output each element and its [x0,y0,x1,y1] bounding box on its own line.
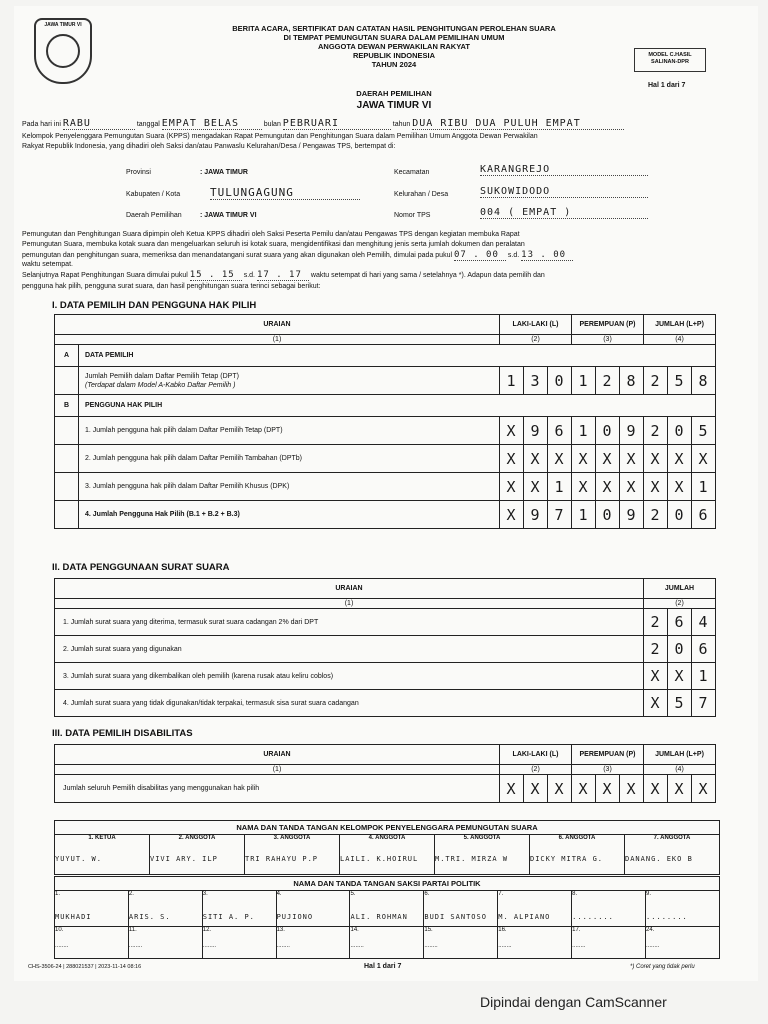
tanggal-label: tanggal [136,121,160,128]
paragraph-line-4: waktu setempat. [22,261,73,268]
table-row: 4. Jumlah surat suara yang tidak digunakan/tidak terpakai, termasuk sisa surat suara cadangan X 5 7 [55,690,716,717]
footer-note: *) Coret yang tidak perlu [630,964,695,970]
saksi-title: NAMA DAN TANDA TANGAN SAKSI PARTAI POLITIK [55,877,720,891]
rapat-end-time: 17 . 17 [257,270,309,281]
kpps-member: 6. ANGGOTA DICKY MITRA G. [530,835,625,875]
kpps-member: 4. ANGGOTA LAILI. K.HOIRUL [340,835,435,875]
section-3-table: URAIAN LAKI-LAKI (L) PEREMPUAN (P) JUMLAH (L+P) (1) (2) (3) (4) Jumlah seluruh Pemilih disabilitas yang menggunakan hak pilih X X X X X X X X X [54,744,716,803]
saksi-cell: 16. ........ [498,927,572,959]
tps-label: Nomor TPS [394,212,431,219]
saksi-cell: 3. SITI A. P. [202,891,276,927]
footer-code: CHS-3506-24 | 288021537 | 2023-11-14 08:16 [28,964,142,970]
rapat-start-time: 15 . 15 [190,270,242,281]
section-3-title: III. DATA PEMILIH DISABILITAS [52,728,193,739]
paragraph-line-2: Pemungutan Suara, membuka kotak suara dan mengeluarkan seluruh isi kotak suara, mengidentifikasi dan menghitung jenis serta jumlah dokumen dan peralatan [22,241,525,248]
signature-table [54,820,720,875]
table-row: 1. Jumlah pengguna hak pilih dalam Daftar Pemilih Tetap (DPT) X 9 6 1 0 9 2 0 5 [55,417,716,445]
bulan-label: bulan [263,121,281,128]
header-line: TAHUN 2024 [371,60,417,69]
page-number-top: Hal 1 dari 7 [648,82,686,89]
provinsi-label: Provinsi [126,169,151,176]
garuda-seal-icon [34,18,92,84]
table-row: Jumlah seluruh Pemilih disabilitas yang menggunakan hak pilih X X X X X X X X X [55,775,716,803]
table-row: Jumlah Pemilih dalam Daftar Pemilih Tetap (DPT) (Terdapat dalam Model A-Kabko Daftar Pemilih ) 1 3 0 1 2 8 2 5 8 [55,367,716,395]
paragraph-line-1: Pemungutan dan Penghitungan Suara dipimpin oleh Ketua KPPS dihadiri oleh Saksi Peserta Pemilu dan/atau Pengawas TPS dengan kegiatan membuka Rapat [22,231,520,238]
col-jumlah: JUMLAH (L+P) [644,315,716,335]
saksi-cell: 10. ........ [55,927,129,959]
kelurahan-label: Kelurahan / Desa [394,191,449,198]
paragraph-line-6: pengguna hak pilih, pengguna surat suara, dan hasil penghitungan suara terinci sebagai berikut: [22,283,321,290]
paragraph-line-5: Selanjutnya Rapat Penghitungan Suara dimulai pukul 15 . 15 s.d. 17 . 17 waktu setempat di hari yang sama / setelahnya *). Adapun data pemilih dan [22,270,545,280]
footer-page: Hal 1 dari 7 [364,963,402,970]
col-uraian: URAIAN [55,315,500,335]
kabupaten-value: TULUNGAGUNG [210,186,360,200]
saksi-cell: 5. ALI. ROHMAN [350,891,424,927]
kecamatan-value: KARANGREJO [480,164,648,176]
tahun-label: tahun [392,121,411,128]
tahun-field: DUA RIBU DUA PULUH EMPAT [412,119,624,130]
saksi-row [55,927,720,959]
dapil-value: : JAWA TIMUR VI [200,212,257,219]
bulan-field: PEBRUARI [283,119,391,130]
header-line: REPUBLIK INDONESIA [352,51,436,60]
start-time: 07 . 00 [454,250,506,261]
header-line: DI TEMPAT PEMUNGUTAN SUARA DALAM PEMILIHAN UMUM [283,33,505,42]
table-row: 4. Jumlah Pengguna Hak Pilih (B.1 + B.2 + B.3) X 9 7 1 0 9 2 0 6 [55,501,716,529]
model-label: MODEL C.HASIL SALINAN-DPR [634,48,706,72]
header-line: BERITA ACARA, SERTIFIKAT DAN CATATAN HASIL PENGHITUNGAN PEROLEHAN SUARA [232,24,556,33]
seal-text: JAWA TIMUR VI [44,22,82,28]
intro-line [22,119,752,130]
table-row: 3. Jumlah surat suara yang dikembalikan oleh pemilih (karena rusak atau keliru coblos) X X 1 [55,663,716,690]
kpps-member: 5. ANGGOTA M.TRI. MIRZA W [435,835,530,875]
section-1-table: URAIAN LAKI-LAKI (L) PEREMPUAN (P) JUMLAH (L+P) (1) (2) (3) (4) A DATA PEMILIH Jumlah Pemilih dalam Daftar Pemilih Tetap (DPT) (Terdapat dalam Model A-Kabko Daftar Pemilih ) 1 3 0 1 2 8 2 5 8 B PENGGUNA HAK PILIH 1. Jumlah pengguna hak pilih dalam Daftar Pemilih Tetap (DPT) X 9 6 1 0 9 2 0 5 2. Jumlah pengguna hak pilih dalam Daftar Pemilih Tambahan (DPTb) X X X X X X X X X 3. Jumlah pengguna hak pilih dalam Daftar Pemilih Khusus (DPK) X X 1 X X X X X 1 4. Jumlah Pengguna Hak Pilih (B.1 + B.2 + B.3) X 9 7 1 0 9 2 0 6 [54,314,716,529]
header-line: ANGGOTA DEWAN PERWAKILAN RAKYAT [318,42,470,51]
kpps-member: 1. KETUA YUYUT. W. [55,835,150,875]
col-laki: LAKI-LAKI (L) [500,315,572,335]
tanggal-field: EMPAT BELAS [162,119,262,130]
document-page [14,6,758,981]
kpps-row [55,835,720,875]
kpps-title: NAMA DAN TANDA TANGAN KELOMPOK PENYELENGGARA PEMUNGUTAN SUARA [55,821,720,835]
saksi-cell: 11. ........ [128,927,202,959]
kabupaten-label: Kabupaten / Kota [126,191,181,198]
saksi-cell: 6. BUDI SANTOSO [424,891,498,927]
saksi-cell: 14. ........ [350,927,424,959]
saksi-cell: 13. ........ [276,927,350,959]
section-1-title: I. DATA PEMILIH DAN PENGGUNA HAK PILIH [52,300,257,311]
saksi-cell: 15. ........ [424,927,498,959]
kpps-member: 3. ANGGOTA TRI RAHAYU P.P [245,835,340,875]
daerah-value: JAWA TIMUR VI [356,100,432,111]
daerah-label: DAERAH PEMILIHAN [356,89,432,98]
section-2-table: URAIAN JUMLAH (1) (2) 1. Jumlah surat suara yang diterima, termasuk surat suara cadangan 2% dari DPT 2 6 4 2. Jumlah surat suara yang digunakan 2 0 6 3. Jumlah surat suara yang dikembalikan oleh pemilih (karena rusak atau keliru coblos) X X 1 4. Jumlah surat suara yang tidak digunakan/tidak terpakai, termasuk sisa surat suara cadangan X 5 7 [54,578,716,717]
document-header [164,24,624,69]
saksi-row [55,891,720,927]
kelurahan-value: SUKOWIDODO [480,186,648,198]
saksi-cell: 7. M. ALPIANO [498,891,572,927]
saksi-cell: 24. ........ [646,927,720,959]
saksi-cell: 8. ........ [572,891,646,927]
intro-text-1: Kelompok Penyelenggara Pemungutan Suara (KPPS) mengadakan Rapat Pemungutan dan Penghitungan Suara dalam Pemilihan Umum Anggota Dewan Perwakilan [22,133,538,140]
table-row: 1. Jumlah surat suara yang diterima, termasuk surat suara cadangan 2% dari DPT 2 6 4 [55,609,716,636]
paragraph-line-3: pemungutan dan penghitungan suara, memeriksa dan menandatangani surat suara yang akan digunakan oleh Pemilih, dimulai pada pukul 07 . 00 s.d. 13 . 00 [22,250,752,261]
saksi-cell: 2. ARIS. S. [128,891,202,927]
hari-field: RABU [63,119,135,130]
table-row: 3. Jumlah pengguna hak pilih dalam Daftar Pemilih Khusus (DPK) X X 1 X X X X X 1 [55,473,716,501]
saksi-table [54,876,720,959]
saksi-cell: 1. MUKHADI [55,891,129,927]
kpps-member: 7. ANGGOTA DANANG. EKO B [625,835,720,875]
end-time: 13 . 00 [521,250,573,261]
saksi-cell: 9. ........ [646,891,720,927]
camscanner-watermark: Dipindai dengan CamScanner [480,994,667,1010]
section-2-title: II. DATA PENGGUNAAN SURAT SUARA [52,562,230,573]
table-row: 2. Jumlah pengguna hak pilih dalam Daftar Pemilih Tambahan (DPTb) X X X X X X X X X [55,445,716,473]
table-row: 2. Jumlah surat suara yang digunakan 2 0 6 [55,636,716,663]
col-perempuan: PEREMPUAN (P) [572,315,644,335]
saksi-cell: 17. ........ [572,927,646,959]
tps-value: 004 ( EMPAT ) [480,207,648,219]
saksi-cell: 4. PUJIONO [276,891,350,927]
kecamatan-label: Kecamatan [394,169,430,176]
provinsi-value: : JAWA TIMUR [200,169,248,176]
saksi-cell: 12. ........ [202,927,276,959]
kpps-member: 2. ANGGOTA VIVI ARY. ILP [150,835,245,875]
intro-text-2: Rakyat Republik Indonesia, yang dihadiri oleh Saksi dan/atau Panwaslu Kelurahan/Desa / Pengawas TPS, bertempat di: [22,143,396,150]
dapil-label: Daerah Pemilihan [126,212,182,219]
intro-label: Pada hari ini [22,121,61,128]
